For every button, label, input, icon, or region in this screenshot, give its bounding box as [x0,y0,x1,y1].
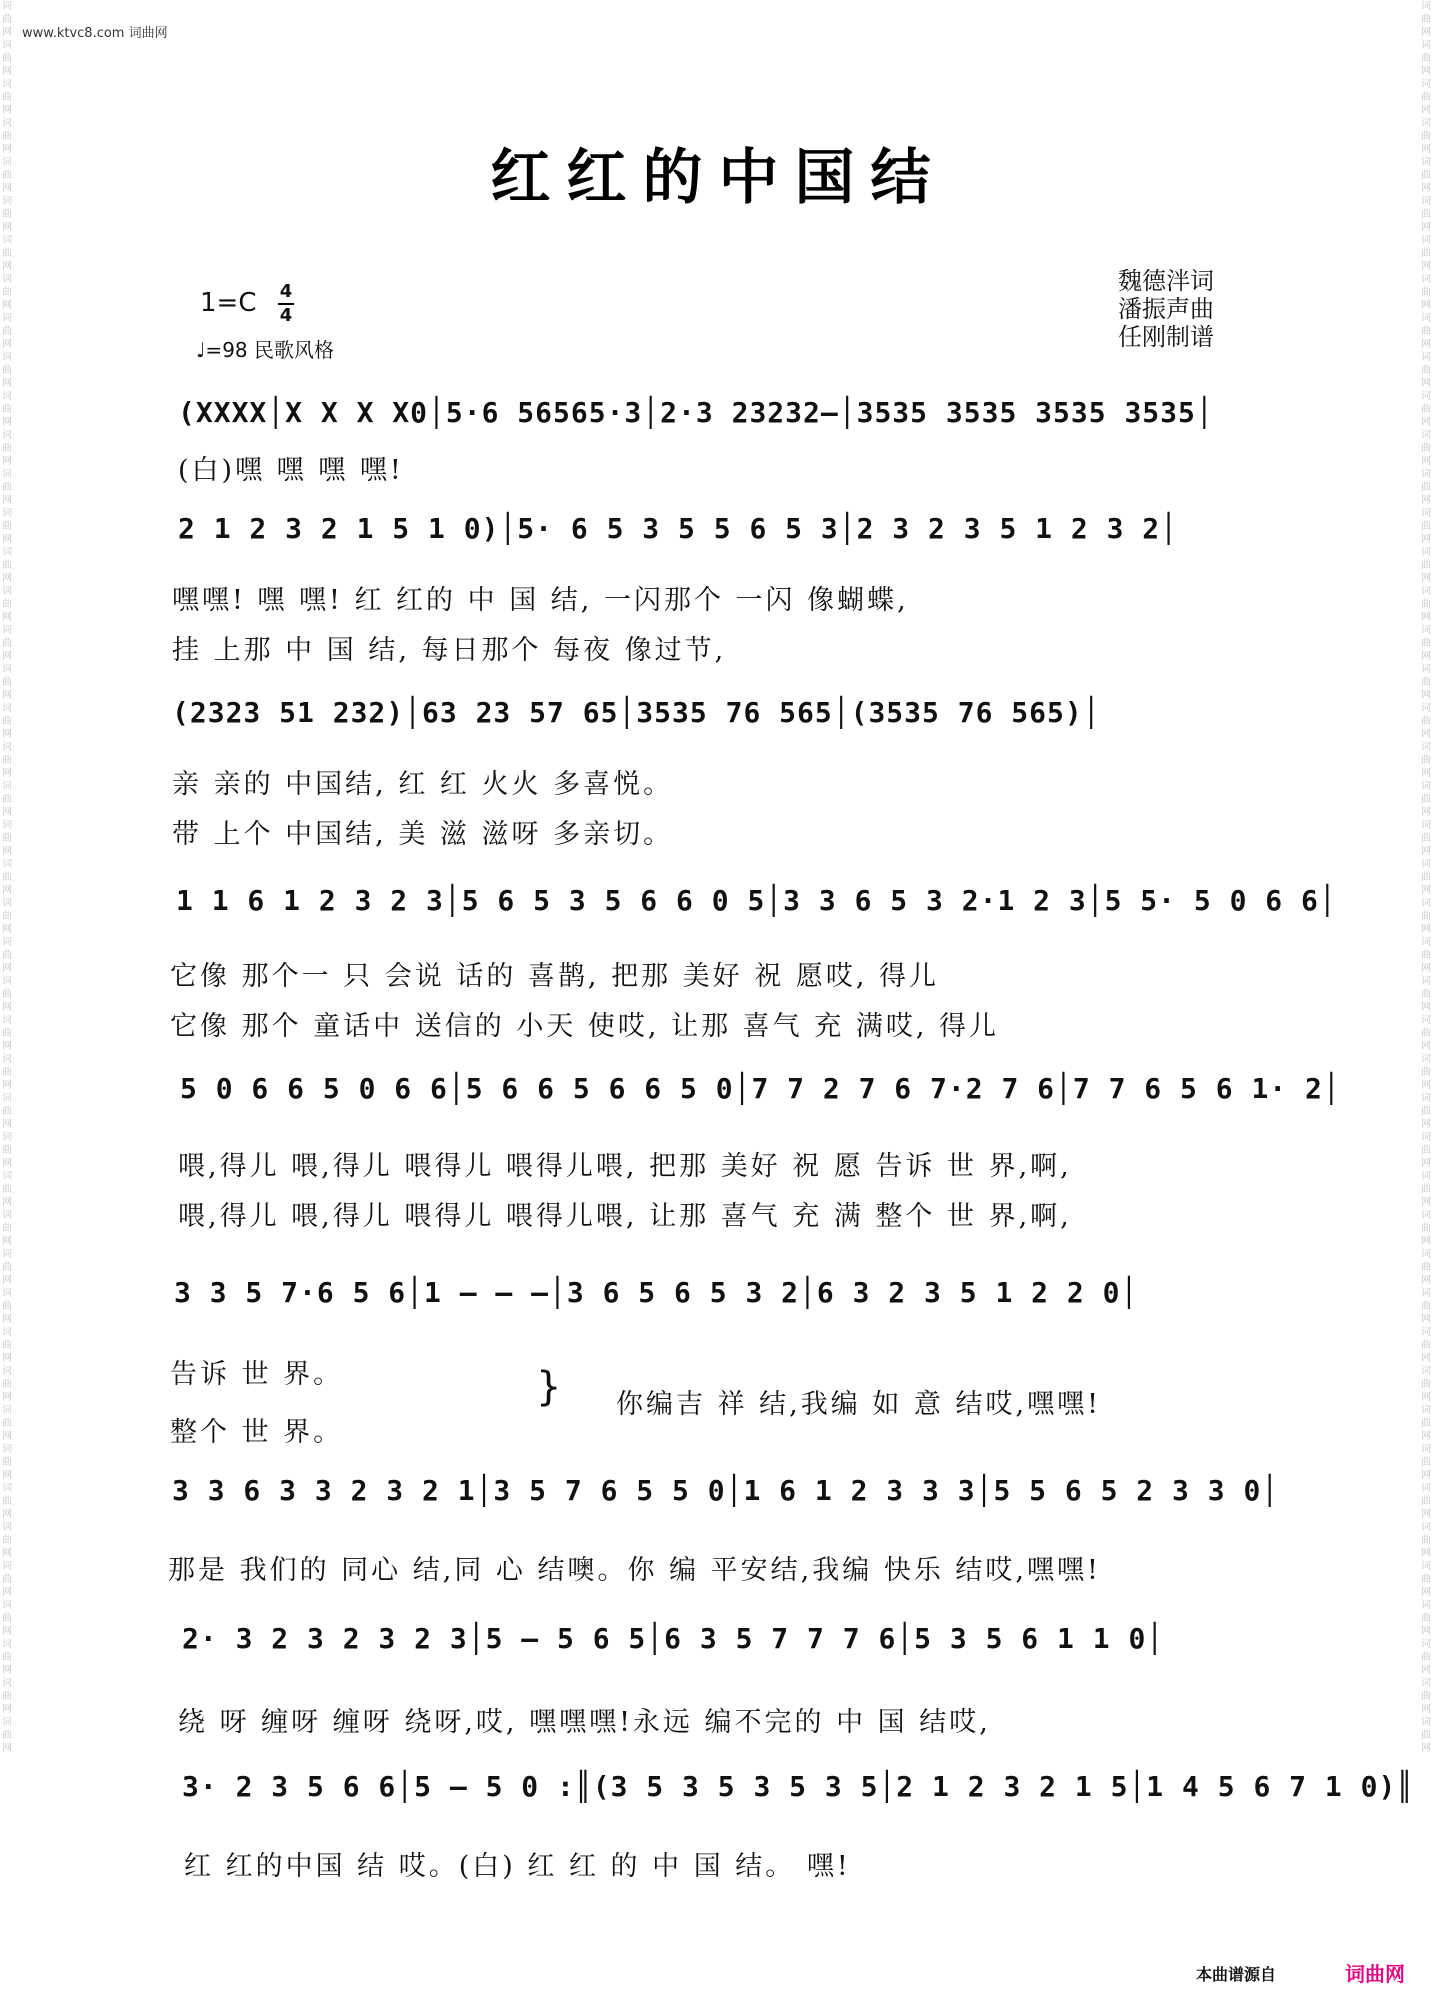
score-line-9-notes: 3· 2 3 5 6 6│5 – 5 0 :║(3 5 3 5 3 5 3 5│2 1 2 3 2 1 5│1 4 5 6 7 1 0)║ [182,1770,1415,1803]
score-line-1-notes: (XXXX│X X X X0│5·6 56565·3│2·3 23232–│3535 3535 3535 3535│ [178,396,1214,429]
lyric-brace: } [536,1364,565,1410]
site-logo[interactable]: 词曲网 [1345,1962,1405,1986]
time-signature [278,282,294,326]
arranger-credit: 任刚制谱 [1118,323,1214,351]
song-title: 红红的中国结 [490,143,947,213]
score-line-8-lyric-1: 绕 呀 缠呀 缠呀 绕呀,哎, 嘿嘿嘿!永远 编不完的 中 国 结哎, [178,1707,991,1738]
source-label: 本曲谱源自 [1196,1965,1277,1984]
lyricist-credit: 魏德泮词 [1118,267,1214,295]
score-line-5-notes: 5 0 6 6 5 0 6 6│5 6 6 5 6 6 5 0│7 7 2 7 6 7·2 7 6│7 7 6 5 6 1· 2│ [180,1072,1341,1105]
score-line-5-lyric-1: 喂,得儿 喂,得儿 喂得儿 喂得儿喂, 把那 美好 祝 愿 告诉 世 界,啊, [178,1151,1072,1182]
score-line-4-notes: 1 1 6 1 2 3 2 3│5 6 5 3 5 6 6 0 5│3 3 6 5 3 2·1 2 3│5 5· 5 0 6 6│ [176,884,1337,917]
score-line-9-lyric-1: 红 红的中国 结 哎。(白) 红 红 的 中 国 结。 嘿! [184,1851,851,1882]
score-line-2-lyric-1: 嘿嘿! 嘿 嘿! 红 红的 中 国 结, 一闪那个 一闪 像蝴蝶, [172,585,909,616]
score-line-6-lyric-2: 整个 世 界。 [170,1417,344,1448]
composer-credit: 潘振声曲 [1118,295,1214,323]
score-line-7-notes: 3 3 6 3 3 2 3 2 1│3 5 7 6 5 5 0│1 6 1 2 3 3 3│5 5 6 5 2 3 3 0│ [172,1474,1280,1507]
watermark-right: 词曲网词曲网词曲网词曲网词曲网词曲网词曲网词曲网词曲网词曲网词曲网词曲网词曲网词曲网词曲网词曲网词曲网词曲网词曲网词曲网词曲网词曲网词曲网词曲网词曲网词曲网词曲网词曲网词曲网词曲网词曲网词曲网词曲网词曲网词曲网词曲网词曲网词曲网词曲网词曲网词曲网词曲网词曲网词曲网词曲网 [1421,1,1431,1754]
score-line-5-lyric-2: 喂,得儿 喂,得儿 喂得儿 喂得儿喂, 让那 喜气 充 满 整个 世 界,啊, [178,1201,1072,1232]
site-url[interactable]: www.ktvc8.com 词曲网 [22,26,168,41]
score-line-1-lyric-1: (白)嘿 嘿 嘿 嘿! [178,455,404,486]
score-line-4-lyric-1: 它像 那个一 只 会说 话的 喜鹊, 把那 美好 祝 愿哎, 得儿 [170,961,939,992]
time-signature-bottom: 4 [279,305,293,326]
tempo-marking: ♩=98 民歌风格 [196,338,334,362]
score-line-2-notes: 2 1 2 3 2 1 5 1 0)│5· 6 5 3 5 5 6 5 3│2 3 2 3 5 1 2 3 2│ [178,512,1179,545]
score-line-3-notes: (2323 51 232)│63 23 57 65│3535 76 565│(3535 76 565)│ [172,696,1101,729]
score-line-6-notes: 3 3 5 7·6 5 6│1 – – –│3 6 5 6 5 3 2│6 3 2 3 5 1 2 2 0│ [174,1276,1139,1309]
score-line-8-notes: 2· 3 2 3 2 3 2 3│5 – 5 6 5│6 3 5 7 7 7 6│5 3 5 6 1 1 0│ [182,1622,1165,1655]
score-line-6-lyric-1: 告诉 世 界。 [170,1359,344,1390]
score-line-7-lyric-1: 那是 我们的 同心 结,同 心 结噢。你 编 平安结,我编 快乐 结哎,嘿嘿! [168,1555,1101,1586]
score-line-4-lyric-2: 它像 那个 童话中 送信的 小天 使哎, 让那 喜气 充 满哎, 得儿 [170,1011,999,1042]
score-line-2-lyric-2: 挂 上那 中 国 结, 每日那个 每夜 像过节, [172,635,727,666]
time-signature-top: 4 [279,281,293,302]
score-line-3-lyric-2: 带 上个 中国结, 美 滋 滋呀 多亲切。 [172,819,674,850]
key-signature: 1=C [200,288,257,318]
watermark-left: 词曲网词曲网词曲网词曲网词曲网词曲网词曲网词曲网词曲网词曲网词曲网词曲网词曲网词曲网词曲网词曲网词曲网词曲网词曲网词曲网词曲网词曲网词曲网词曲网词曲网词曲网词曲网词曲网词曲网词曲网词曲网词曲网词曲网词曲网词曲网词曲网词曲网词曲网词曲网词曲网词曲网词曲网词曲网词曲网词曲网 [2,1,12,1754]
score-line-6-side-lyric: 你编吉 祥 结,我编 如 意 结哎,嘿嘿! [616,1389,1101,1420]
score-line-3-lyric-1: 亲 亲的 中国结, 红 红 火火 多喜悦。 [172,769,674,800]
